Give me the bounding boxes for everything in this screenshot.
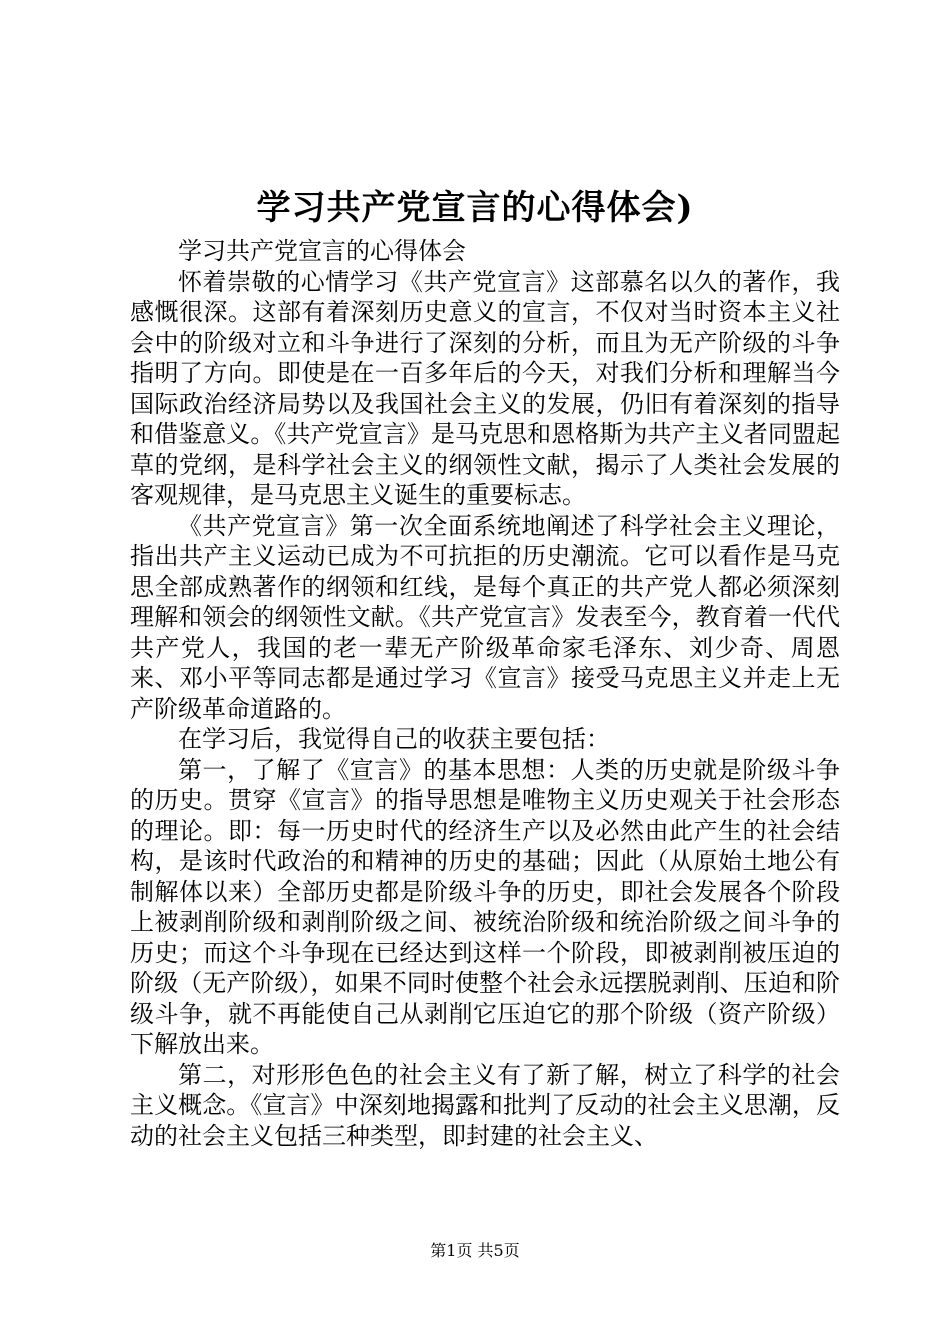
paragraph-intro: 怀着崇敬的心情学习《共产党宣言》这部慕名以久的著作，我感慨很深。这部有着深刻历史意义的宣言，不仅对当时资本主义社会中的阶级对立和斗争进行了深刻的分析，而且为无产阶级的斗争指明了方向。即使是在一百多年后的今天，对我们分析和理解当今国际政治经济局势以及我国社会主义的发展，仍旧有着深刻的指导和借鉴意义。《共产党宣言》是马克思和恩格斯为共产主义者同盟起草的党纲，是科学社会主义的纲领性文献，揭示了人类社会发展的客观规律，是马克思主义诞生的重要标志。 (130, 267, 840, 509)
paragraph-first-point: 第一，了解了《宣言》的基本思想：人类的历史就是阶级斗争的历史。贯穿《宣言》的指导思想是唯物主义历史观关于社会形态的理论。即：每一历史时代的经济生产以及必然由此产生的社会结构，是该时代政治的和精神的历史的基础；因此（从原始土地公有制解体以来）全部历史都是阶级斗争的历史，即社会发展各个阶段上被剥削阶级和剥削阶级之间、被统治阶级和统治阶级之间斗争的历史；而这个斗争现在已经达到这样一个阶段，即被剥削被压迫的阶级（无产阶级），如果不同时使整个社会永远摆脱剥削、压迫和阶级斗争，就不再能使自己从剥削它压迫它的那个阶级（资产阶级）下解放出来。 (130, 755, 840, 1058)
paragraph-gains-intro: 在学习后，我觉得自己的收获主要包括： (178, 725, 610, 753)
document-title: 学习共产党宣言的心得体会) (256, 188, 694, 228)
paragraph-second-point: 第二，对形形色色的社会主义有了新了解，树立了科学的社会主义概念。《宣言》中深刻地揭露和批判了反动的社会主义思潮，反动的社会主义包括三种类型，即封建的社会主义、 (130, 1060, 840, 1150)
subtitle-paragraph: 学习共产党宣言的心得体会 (178, 237, 466, 265)
document-body (130, 236, 840, 1151)
page-footer: 第1页 共5页 (430, 1241, 520, 1260)
paragraph-manifesto-theory: 《共产党宣言》第一次全面系统地阐述了科学社会主义理论，指出共产主义运动已成为不可抗拒的历史潮流。它可以看作是马克思全部成熟著作的纲领和红线，是每个真正的共产党人都必须深刻理解和领会的纲领性文献。《共产党宣言》发表至今，教育着一代代共产党人，我国的老一辈无产阶级革命家毛泽东、刘少奇、周恩来、邓小平等同志都是通过学习《宣言》接受马克思主义并走上无产阶级革命道路的。 (130, 511, 840, 723)
